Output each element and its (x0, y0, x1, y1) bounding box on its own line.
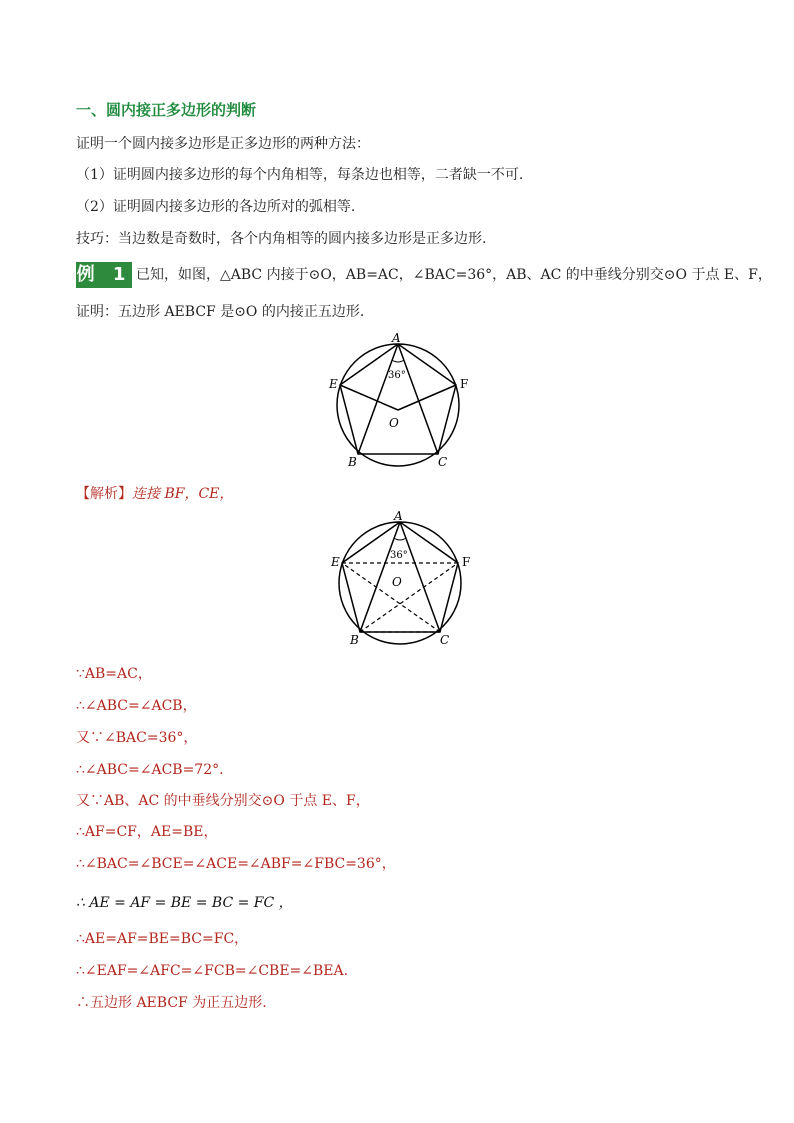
intro-text: 证明一个圆内接多边形是正多边形的两种方法： (76, 136, 370, 152)
example-statement-2: 证明：五边形 AEBCF 是⊙O 的内接正五边形. (76, 304, 365, 320)
fig1-label-c: C (438, 455, 448, 469)
analysis-label: 【解析】 (76, 486, 132, 502)
example-statement: 已知，如图，△ABC 内接于⊙O，AB=AC，∠BAC=36°，AB、AC 的中垂线分别交⊙O 于点 E、F， (136, 267, 772, 283)
figure-2-diagram (322, 508, 482, 648)
fig1-label-f: F (460, 377, 469, 391)
proof-line-6: ∴AF=CF，AE=BE， (76, 824, 218, 840)
proof-line-8-arcs: ∴ AE = AF = BE = BC = FC ， (76, 895, 293, 911)
fig2-label-o: O (392, 575, 402, 589)
analysis-text: 连接 BF，CE， (132, 486, 234, 502)
fig1-label-e: E (329, 377, 338, 391)
proof-line-5: 又∵AB、AC 的中垂线分别交⊙O 于点 E、F， (76, 793, 370, 809)
analysis-line (76, 484, 233, 504)
tip-text: 技巧：当边数是奇数时，各个内角相等的圆内接多边形是正多边形. (76, 231, 487, 247)
proof-line-2: ∴∠ABC=∠ACB， (76, 698, 197, 714)
fig2-label-f: F (462, 555, 471, 569)
fig1-angle-label: 36° (388, 370, 406, 381)
fig1-label-a: A (392, 331, 401, 345)
fig1-label-o: O (389, 416, 399, 430)
method-2: （2）证明圆内接多边形的各边所对的弧相等. (76, 199, 356, 215)
fig1-label-b: B (348, 455, 357, 469)
proof-line-9: ∴AE=AF=BE=BC=FC， (76, 931, 249, 947)
fig2-angle-label: 36° (390, 550, 408, 561)
proof-line-1: ∵AB=AC， (76, 666, 152, 682)
example-badge: 例 1 (76, 262, 132, 288)
fig2-label-a: A (394, 509, 403, 523)
fig2-label-e: E (331, 555, 340, 569)
fig2-label-c: C (440, 633, 450, 647)
proof-line-10: ∴∠EAF=∠AFC=∠FCB=∠CBE=∠BEA. (76, 963, 349, 979)
proof-line-11: ∴五边形 AEBCF 为正五边形. (76, 995, 267, 1011)
proof-line-4: ∴∠ABC=∠ACB=72°. (76, 762, 224, 778)
figure-1-diagram (320, 330, 480, 470)
proof-line-7: ∴∠BAC=∠BCE=∠ACE=∠ABF=∠FBC=36°， (76, 856, 396, 872)
method-1: （1）证明圆内接多边形的每个内角相等，每条边也相等，二者缺一不可. (76, 167, 524, 183)
section-heading: 一、圆内接正多边形的判断 (76, 101, 257, 119)
proof-line-3: 又∵∠BAC=36°， (76, 730, 198, 746)
fig2-label-b: B (350, 633, 359, 647)
